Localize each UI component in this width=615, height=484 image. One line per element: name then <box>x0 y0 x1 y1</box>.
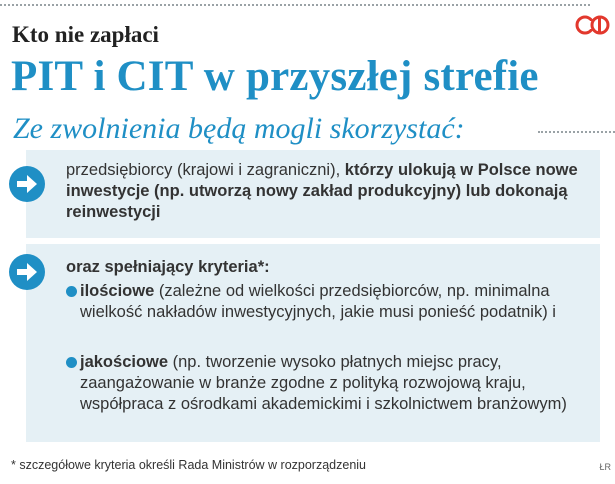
criteria-term: ilościowe <box>80 282 155 300</box>
subhead: Ze zwolnienia będą mogli skorzystać: <box>13 112 465 145</box>
criteria-term: jakościowe <box>80 353 169 371</box>
headline: PIT i CIT w przyszłej strefie <box>11 53 539 100</box>
investors-text-normal: przedsiębiorcy (krajowi i zagraniczni), <box>66 161 345 179</box>
list-item <box>66 352 586 415</box>
bullet-dot-icon <box>66 286 77 297</box>
bullet-dot-icon <box>66 357 77 368</box>
investors-text <box>66 160 596 223</box>
criteria-desc: (np. tworzenie wysoko płatnych miejsc pracy, zaangażowanie w branże zgodne z polityką rozwojową kraju, współpraca z ośrodkami akademickimi i szkolnictwem branżowym) <box>80 353 567 413</box>
criteria-heading: oraz spełniający kryteria*: <box>66 258 270 276</box>
arrow-right-icon <box>8 165 46 203</box>
kicker: Kto nie zapłaci <box>12 22 159 47</box>
arrow-right-icon <box>8 253 46 291</box>
criteria-desc: (zależne od wielkości przedsiębiorców, np. minimalna wielkość nakładów inwestycyjnych, jakie musi ponieść podatnik) i <box>80 282 556 321</box>
investors-text-bold: którzy ulokują w Polsce nowe inwestycje (np. utworzą nowy zakład produkcyjny) lub dokonają reinwestycji <box>66 161 578 221</box>
list-item <box>66 281 586 323</box>
credit: ŁR <box>599 462 611 472</box>
footnote: * szczegółowe kryteria określi Rada Ministrów w rozporządzeniu <box>11 458 366 472</box>
cp-logo-icon <box>575 14 611 36</box>
top-divider <box>0 4 590 6</box>
subhead-divider <box>538 131 615 133</box>
